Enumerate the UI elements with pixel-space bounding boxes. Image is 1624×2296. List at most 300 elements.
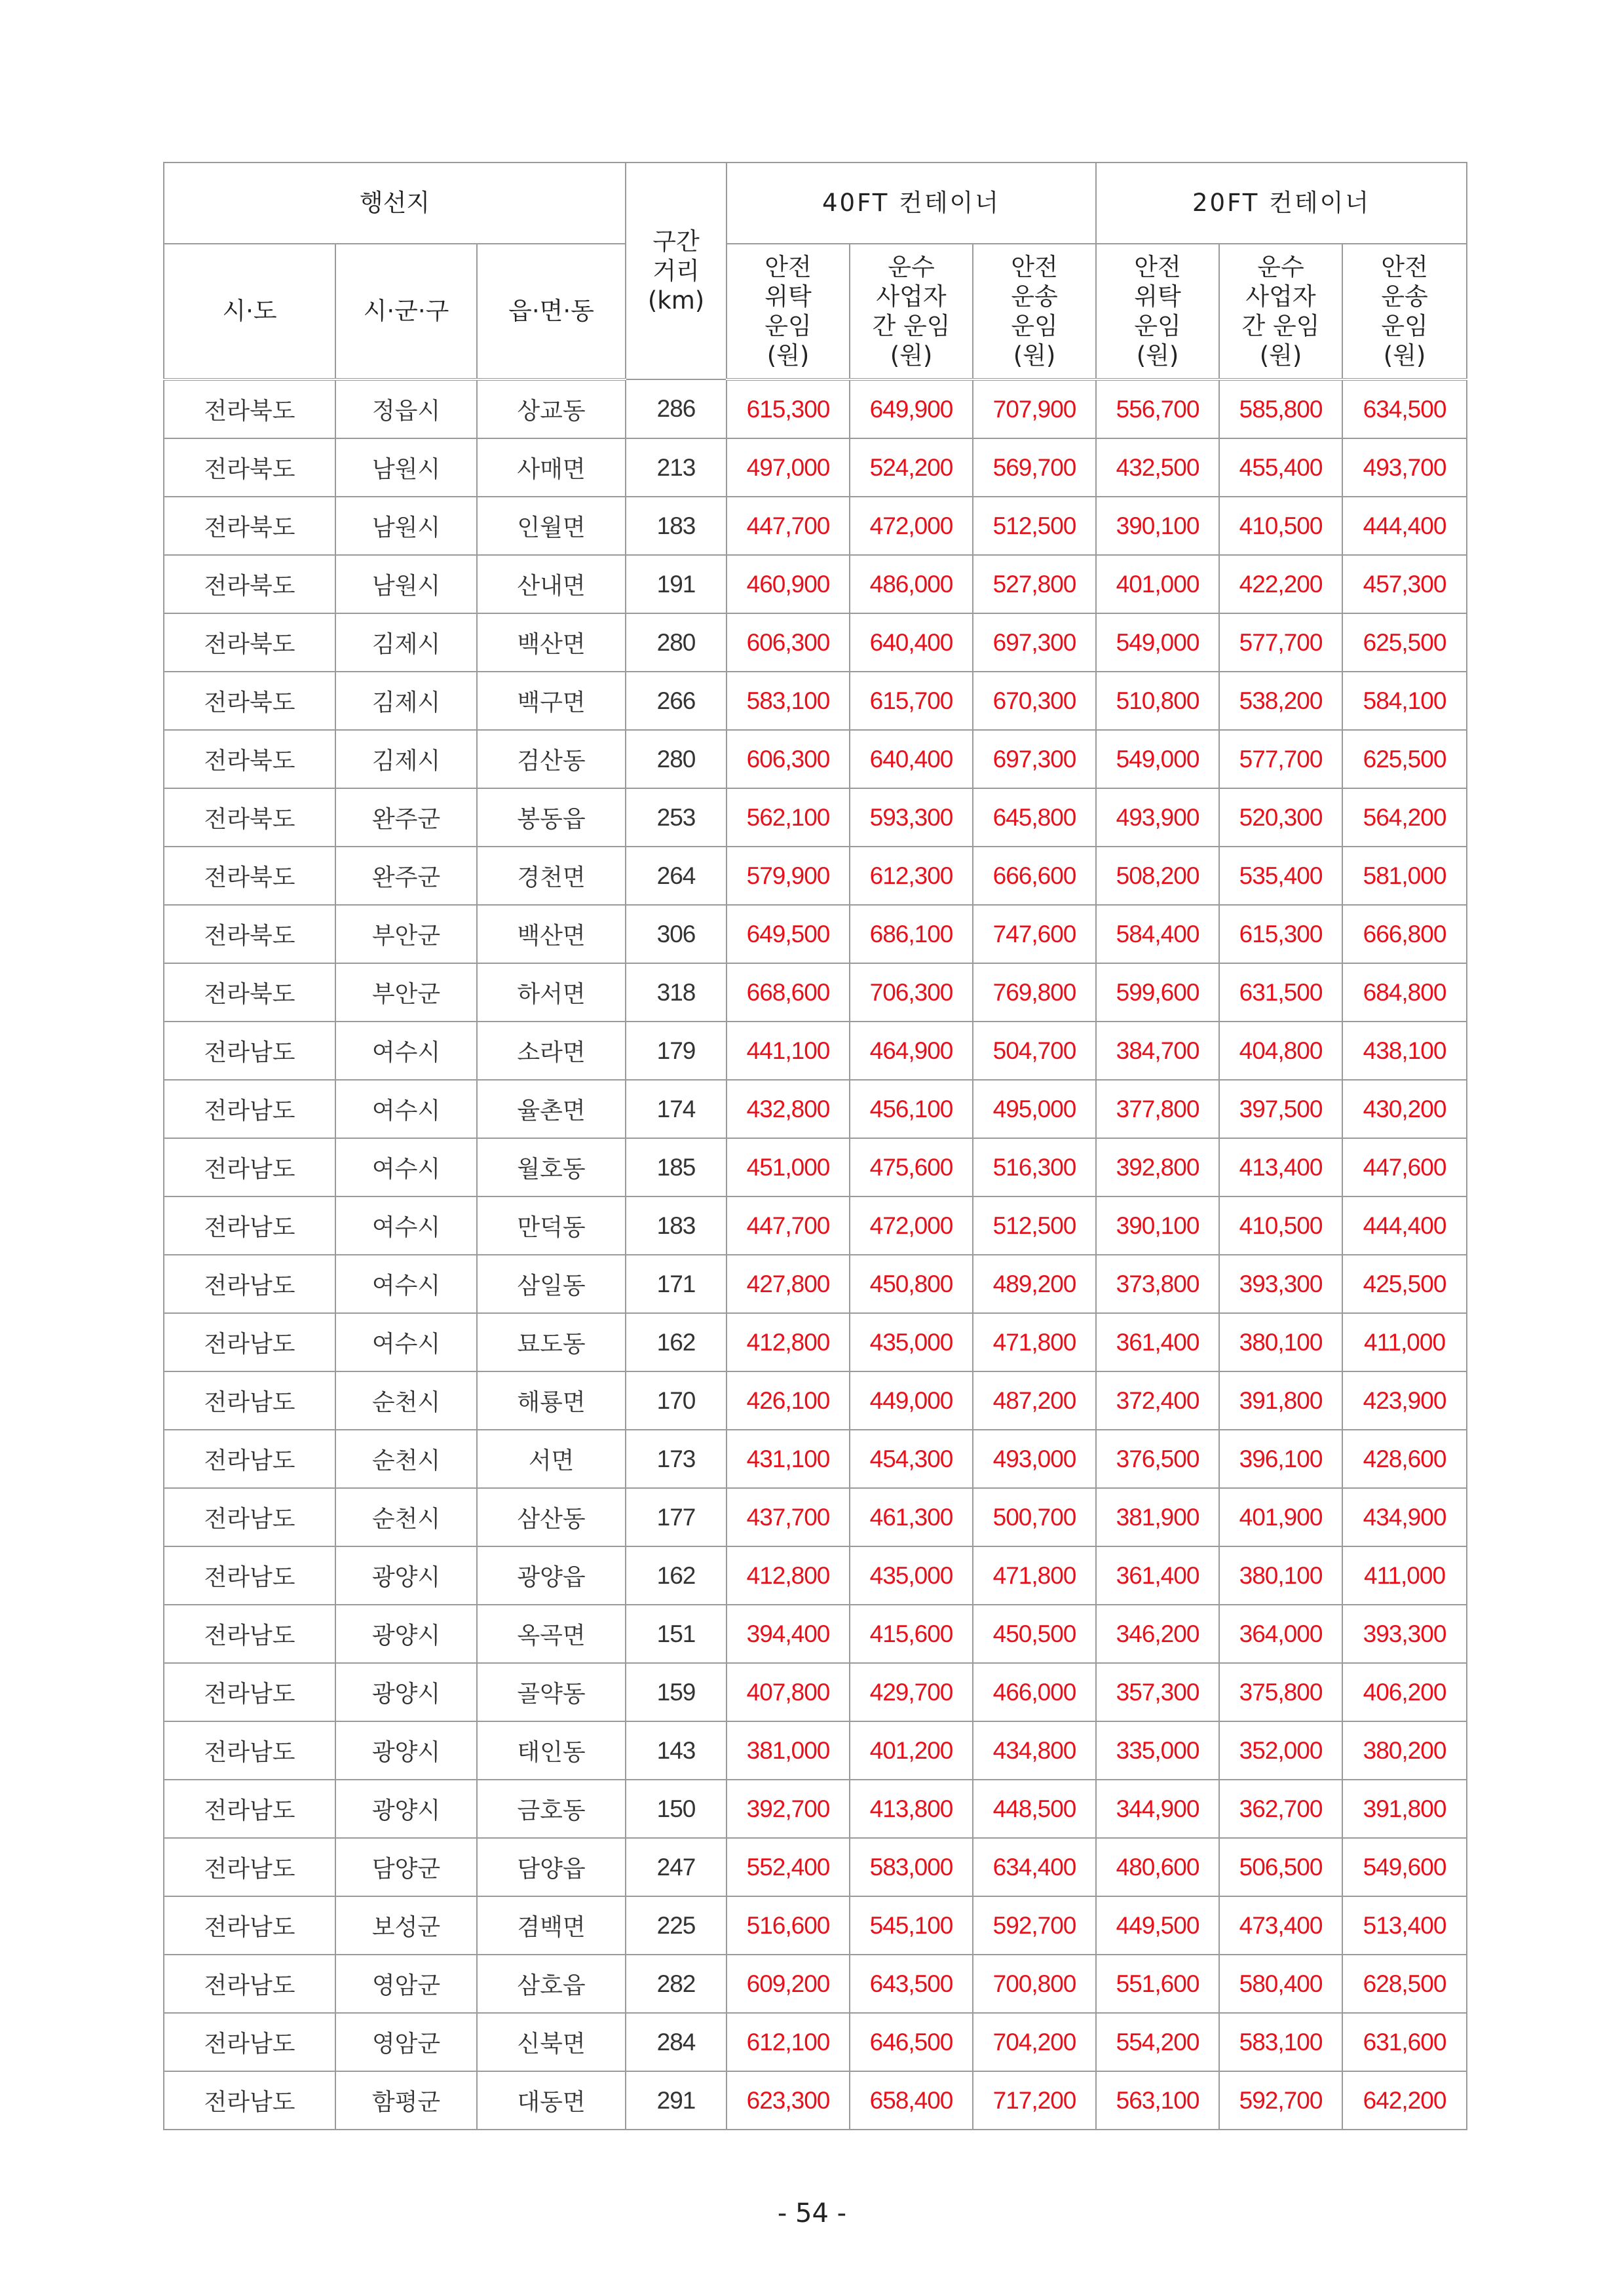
table-row [164,613,1467,672]
ft40-safe-consignment-fare-cell: 615,300 [727,379,850,438]
sido-cell: 전라남도 [164,1022,335,1080]
ft20-carrier-fare-cell: 520,300 [1219,788,1342,847]
distance-cell: 179 [626,1022,727,1080]
ft20-safe-transport-fare-cell: 425,500 [1342,1255,1467,1313]
ft40-safe-transport-fare-cell: 704,200 [973,2013,1096,2071]
ft40-safe-transport-fare-cell: 527,800 [973,555,1096,613]
ft20-carrier-fare-cell: 580,400 [1219,1955,1342,2013]
ft20-carrier-fare-cell: 410,500 [1219,1196,1342,1255]
sigungu-cell: 여수시 [335,1313,477,1371]
sigungu-cell: 남원시 [335,438,477,497]
eupmyeondong-cell: 삼산동 [477,1488,626,1546]
sigungu-cell: 남원시 [335,497,477,555]
eupmyeondong-cell: 산내면 [477,555,626,613]
ft40-safe-consignment-fare-cell: 552,400 [727,1838,850,1896]
ft20-safe-consignment-fare-cell: 384,700 [1096,1022,1219,1080]
ft20-carrier-fare-cell: 380,100 [1219,1546,1342,1605]
table-row [164,1896,1467,1955]
rate-header-line: (원) [766,341,810,370]
ft40-safe-transport-fare-cell: 493,000 [973,1430,1096,1488]
sido-cell: 전라북도 [164,497,335,555]
ft20-safe-transport-fare-cell: 581,000 [1342,847,1467,905]
eupmyeondong-cell: 월호동 [477,1138,626,1196]
table-row [164,672,1467,730]
ft40-safe-transport-fare-cell: 516,300 [973,1138,1096,1196]
ft40-safe-consignment-fare-cell: 407,800 [727,1663,850,1721]
table-row [164,1255,1467,1313]
eupmyeondong-cell: 백산면 [477,905,626,963]
sigungu-cell: 여수시 [335,1022,477,1080]
eupmyeondong-cell: 삼일동 [477,1255,626,1313]
eupmyeondong-cell: 백산면 [477,613,626,672]
table-row [164,1780,1467,1838]
sido-cell: 전라북도 [164,963,335,1022]
ft40-safe-transport-fare-cell: 697,300 [973,730,1096,788]
distance-cell: 191 [626,555,727,613]
ft40-container-header: 40FT 컨테이너 [727,163,1096,244]
ft20-carrier-fare-cell: 375,800 [1219,1663,1342,1721]
distance-cell: 225 [626,1896,727,1955]
sido-cell: 전라남도 [164,2071,335,2130]
ft40-safe-consignment-fare-cell: 412,800 [727,1313,850,1371]
sigungu-cell: 함평군 [335,2071,477,2130]
distance-cell: 264 [626,847,727,905]
ft20-carrier-fare-cell: 397,500 [1219,1080,1342,1138]
ft40-safe-transport-fare-cell: 504,700 [973,1022,1096,1080]
distance-cell: 171 [626,1255,727,1313]
rate-header-line: (원) [1383,341,1426,370]
distance-cell: 143 [626,1721,727,1780]
distance-cell: 151 [626,1605,727,1663]
distance-cell: 318 [626,963,727,1022]
distance-cell: 306 [626,905,727,963]
ft40-safe-consignment-fare-cell: 447,700 [727,497,850,555]
table-header [164,163,1467,379]
ft40-safe-consignment-fare-cell: 412,800 [727,1546,850,1605]
sido-cell: 전라남도 [164,1838,335,1896]
ft20-safe-consignment-fare-cell: 344,900 [1096,1780,1219,1838]
rate-header-line: 안전 [1011,252,1058,281]
ft40-carrier-fare-cell: 450,800 [850,1255,973,1313]
ft20-safe-transport-fare-cell: 406,200 [1342,1663,1467,1721]
rate-header-line: 운임 [765,312,812,340]
ft20-safe-consignment-fare-cell: 361,400 [1096,1313,1219,1371]
rate-header-line: 운수 [888,252,935,281]
distance-cell: 185 [626,1138,727,1196]
ft40-carrier-fare-cell: 640,400 [850,613,973,672]
ft20-safe-consignment-fare-cell: 373,800 [1096,1255,1219,1313]
sido-cell: 전라남도 [164,1430,335,1488]
ft20-carrier-fare-cell: 410,500 [1219,497,1342,555]
ft20-safe-transport-fare-cell: 423,900 [1342,1371,1467,1430]
ft20-safe-consignment-fare-cell: 376,500 [1096,1430,1219,1488]
ft20-safe-transport-fare-cell: 493,700 [1342,438,1467,497]
table-row [164,1430,1467,1488]
rate-header-line: 위탁 [765,282,812,311]
ft40-safe-consignment-fare-cell: 427,800 [727,1255,850,1313]
distance-header [626,163,727,379]
ft40-carrier-fare-cell: 615,700 [850,672,973,730]
ft40-safe-consignment-fare-cell: 649,500 [727,905,850,963]
ft20-safe-transport-fare-cell: 457,300 [1342,555,1467,613]
ft40-safe-consignment-fare-cell: 431,100 [727,1430,850,1488]
eupmyeondong-header: 읍·면·동 [477,244,626,379]
ft40-safe-consignment-fare-cell: 447,700 [727,1196,850,1255]
ft20-safe-transport-fare-cell: 584,100 [1342,672,1467,730]
sigungu-cell: 남원시 [335,555,477,613]
ft40-safe-consignment-fare-cell: 609,200 [727,1955,850,2013]
distance-cell: 282 [626,1955,727,2013]
distance-cell: 253 [626,788,727,847]
distance-cell: 291 [626,2071,727,2130]
ft40-carrier-fare-cell: 658,400 [850,2071,973,2130]
sido-cell: 전라남도 [164,1371,335,1430]
sido-cell: 전라남도 [164,1196,335,1255]
eupmyeondong-cell: 담양읍 [477,1838,626,1896]
ft40-carrier-fare-cell: 545,100 [850,1896,973,1955]
ft20-carrier-fare-cell: 404,800 [1219,1022,1342,1080]
table-row [164,1488,1467,1546]
table-row [164,2071,1467,2130]
sido-cell: 전라북도 [164,379,335,438]
sigungu-cell: 김제시 [335,730,477,788]
ft20-container-header: 20FT 컨테이너 [1096,163,1467,244]
ft20-safe-consignment-fare-cell: 392,800 [1096,1138,1219,1196]
distance-header-line-2: 거리 [652,256,700,285]
ft20-safe-consignment-fare-cell: 390,100 [1096,1196,1219,1255]
ft20-safe-consignment-fare-cell: 508,200 [1096,847,1219,905]
ft40-carrier-fare-cell: 401,200 [850,1721,973,1780]
ft20-safe-consignment-fare-cell: 510,800 [1096,672,1219,730]
sido-cell: 전라남도 [164,1488,335,1546]
table-row [164,555,1467,613]
sigungu-cell: 여수시 [335,1196,477,1255]
ft20-carrier-fare-cell: 538,200 [1219,672,1342,730]
ft40-safe-transport-fare-cell: 512,500 [973,497,1096,555]
rate-header-line: 위탁 [1134,282,1181,311]
ft40-safe-consignment-fare-cell: 612,100 [727,2013,850,2071]
eupmyeondong-cell: 묘도동 [477,1313,626,1371]
distance-cell: 247 [626,1838,727,1896]
ft20-safe-consignment-fare-cell: 480,600 [1096,1838,1219,1896]
eupmyeondong-cell: 광양읍 [477,1546,626,1605]
ft20-carrier-fare-cell: 583,100 [1219,2013,1342,2071]
sido-cell: 전라남도 [164,1255,335,1313]
ft40-carrier-fare-cell: 435,000 [850,1546,973,1605]
rate-header-line: 운송 [1011,282,1058,311]
sido-cell: 전라남도 [164,1605,335,1663]
ft20-safe-transport-fare-cell: 411,000 [1342,1313,1467,1371]
ft40-safe-transport-fare-cell: 666,600 [973,847,1096,905]
ft20-carrier-fare-cell: 422,200 [1219,555,1342,613]
ft20-safe-transport-fare-cell: 444,400 [1342,497,1467,555]
ft20-safe-consignment-fare-cell: 361,400 [1096,1546,1219,1605]
ft20-carrier-fare-cell: 577,700 [1219,613,1342,672]
ft20-safe-transport-fare-cell: 642,200 [1342,2071,1467,2130]
ft20-safe-transport-fare-cell: 444,400 [1342,1196,1467,1255]
ft40-carrier-fare-cell: 486,000 [850,555,973,613]
ft40-safe-consignment-fare-cell: 623,300 [727,2071,850,2130]
ft40-carrier-fare-cell: 464,900 [850,1022,973,1080]
ft20-safe-consignment-fare-cell: 401,000 [1096,555,1219,613]
table-row [164,1022,1467,1080]
ft40-carrier-fare-cell: 612,300 [850,847,973,905]
ft20-carrier-fare-cell: 631,500 [1219,963,1342,1022]
destination-header: 행선지 [164,163,626,244]
eupmyeondong-cell: 삼호읍 [477,1955,626,2013]
ft20-safe-consignment-fare-header [1096,244,1219,379]
ft40-safe-consignment-fare-cell: 606,300 [727,730,850,788]
ft20-carrier-fare-cell: 615,300 [1219,905,1342,963]
ft40-safe-transport-fare-cell: 466,000 [973,1663,1096,1721]
sido-cell: 전라남도 [164,1721,335,1780]
ft20-safe-consignment-fare-cell: 357,300 [1096,1663,1219,1721]
table-row [164,1196,1467,1255]
ft20-safe-transport-fare-cell: 393,300 [1342,1605,1467,1663]
eupmyeondong-cell: 봉동읍 [477,788,626,847]
ft40-safe-transport-fare-cell: 707,900 [973,379,1096,438]
ft40-safe-transport-fare-cell: 717,200 [973,2071,1096,2130]
sido-cell: 전라남도 [164,2013,335,2071]
ft40-safe-transport-fare-cell: 512,500 [973,1196,1096,1255]
ft40-carrier-fare-cell: 472,000 [850,1196,973,1255]
distance-cell: 266 [626,672,727,730]
ft40-carrier-fare-cell: 593,300 [850,788,973,847]
sigungu-cell: 여수시 [335,1080,477,1138]
eupmyeondong-cell: 금호동 [477,1780,626,1838]
ft40-carrier-fare-cell: 583,000 [850,1838,973,1896]
ft40-safe-transport-fare-cell: 471,800 [973,1313,1096,1371]
ft40-safe-transport-fare-cell: 434,800 [973,1721,1096,1780]
ft20-safe-transport-fare-cell: 666,800 [1342,905,1467,963]
ft40-safe-consignment-fare-cell: 606,300 [727,613,850,672]
ft40-safe-transport-fare-cell: 670,300 [973,672,1096,730]
ft20-carrier-fare-cell: 401,900 [1219,1488,1342,1546]
table-row [164,2013,1467,2071]
sigungu-cell: 보성군 [335,1896,477,1955]
table-row [164,1138,1467,1196]
ft20-carrier-fare-cell: 455,400 [1219,438,1342,497]
distance-header-line-1: 구간 [652,227,700,256]
eupmyeondong-cell: 해룡면 [477,1371,626,1430]
ft40-safe-transport-fare-header [973,244,1096,379]
eupmyeondong-cell: 사매면 [477,438,626,497]
ft20-safe-transport-fare-cell: 447,600 [1342,1138,1467,1196]
sigungu-header: 시·군·구 [335,244,477,379]
ft40-safe-consignment-fare-cell: 394,400 [727,1605,850,1663]
ft40-safe-consignment-fare-cell: 451,000 [727,1138,850,1196]
sido-cell: 전라북도 [164,555,335,613]
sido-cell: 전라남도 [164,1896,335,1955]
distance-cell: 183 [626,497,727,555]
ft20-safe-transport-fare-cell: 391,800 [1342,1780,1467,1838]
eupmyeondong-cell: 만덕동 [477,1196,626,1255]
ft40-safe-consignment-fare-cell: 437,700 [727,1488,850,1546]
ft40-safe-transport-fare-cell: 489,200 [973,1255,1096,1313]
ft20-carrier-fare-cell: 473,400 [1219,1896,1342,1955]
eupmyeondong-cell: 검산동 [477,730,626,788]
ft20-safe-consignment-fare-cell: 563,100 [1096,2071,1219,2130]
ft40-safe-transport-fare-cell: 700,800 [973,1955,1096,2013]
ft40-safe-consignment-fare-cell: 668,600 [727,963,850,1022]
ft20-safe-consignment-fare-cell: 551,600 [1096,1955,1219,2013]
sigungu-cell: 영암군 [335,1955,477,2013]
ft40-safe-consignment-fare-cell: 579,900 [727,847,850,905]
ft20-safe-consignment-fare-cell: 556,700 [1096,379,1219,438]
table-row [164,730,1467,788]
rate-header-line: (원) [890,341,933,370]
ft40-safe-transport-fare-cell: 769,800 [973,963,1096,1022]
ft40-safe-transport-fare-cell: 495,000 [973,1080,1096,1138]
ft40-carrier-fare-cell: 435,000 [850,1313,973,1371]
distance-cell: 280 [626,730,727,788]
ft20-carrier-fare-cell: 577,700 [1219,730,1342,788]
table-row [164,1663,1467,1721]
ft20-safe-transport-fare-cell: 634,500 [1342,379,1467,438]
distance-cell: 150 [626,1780,727,1838]
ft20-safe-consignment-fare-cell: 599,600 [1096,963,1219,1022]
eupmyeondong-cell: 서면 [477,1430,626,1488]
page-number: - 54 - [777,2198,847,2229]
distance-cell: 170 [626,1371,727,1430]
ft40-safe-transport-fare-cell: 500,700 [973,1488,1096,1546]
ft20-safe-transport-fare-cell: 549,600 [1342,1838,1467,1896]
table-body [164,379,1467,2130]
eupmyeondong-cell: 하서면 [477,963,626,1022]
rate-header-line: 안전 [1381,252,1428,281]
sigungu-cell: 여수시 [335,1138,477,1196]
ft40-safe-consignment-fare-cell: 381,000 [727,1721,850,1780]
ft40-safe-transport-fare-cell: 697,300 [973,613,1096,672]
table-row [164,438,1467,497]
rate-header-line: 운임 [1011,312,1058,340]
distance-cell: 286 [626,379,727,438]
ft20-safe-consignment-fare-cell: 449,500 [1096,1896,1219,1955]
table-row [164,1955,1467,2013]
table-row [164,1838,1467,1896]
ft20-safe-transport-fare-cell: 430,200 [1342,1080,1467,1138]
ft40-carrier-fare-cell: 429,700 [850,1663,973,1721]
sigungu-cell: 완주군 [335,788,477,847]
sido-cell: 전라남도 [164,1663,335,1721]
ft20-safe-consignment-fare-cell: 381,900 [1096,1488,1219,1546]
ft20-safe-transport-fare-cell: 625,500 [1342,613,1467,672]
table-row [164,905,1467,963]
sigungu-cell: 정읍시 [335,379,477,438]
rate-header-line: 간 운임 [1241,312,1320,340]
distance-cell: 162 [626,1313,727,1371]
ft20-safe-consignment-fare-cell: 377,800 [1096,1080,1219,1138]
sido-cell: 전라남도 [164,1955,335,2013]
distance-cell: 213 [626,438,727,497]
sido-cell: 전라남도 [164,1138,335,1196]
distance-cell: 162 [626,1546,727,1605]
ft40-safe-transport-fare-cell: 747,600 [973,905,1096,963]
ft20-safe-transport-fare-cell: 428,600 [1342,1430,1467,1488]
ft20-safe-consignment-fare-cell: 346,200 [1096,1605,1219,1663]
sigungu-cell: 부안군 [335,905,477,963]
eupmyeondong-cell: 옥곡면 [477,1605,626,1663]
distance-cell: 284 [626,2013,727,2071]
sido-cell: 전라남도 [164,1313,335,1371]
distance-cell: 174 [626,1080,727,1138]
ft20-safe-transport-fare-cell: 434,900 [1342,1488,1467,1546]
sido-cell: 전라남도 [164,1080,335,1138]
ft40-carrier-fare-cell: 640,400 [850,730,973,788]
ft40-safe-consignment-fare-cell: 392,700 [727,1780,850,1838]
sigungu-cell: 순천시 [335,1488,477,1546]
ft40-carrier-fare-cell: 643,500 [850,1955,973,2013]
sigungu-cell: 광양시 [335,1663,477,1721]
ft40-safe-consignment-fare-cell: 497,000 [727,438,850,497]
sido-cell: 전라남도 [164,1780,335,1838]
ft40-safe-consignment-fare-cell: 441,100 [727,1022,850,1080]
ft20-safe-transport-fare-cell: 625,500 [1342,730,1467,788]
ft20-carrier-fare-cell: 391,800 [1219,1371,1342,1430]
ft40-carrier-fare-cell: 524,200 [850,438,973,497]
sigungu-cell: 영암군 [335,2013,477,2071]
eupmyeondong-cell: 경천면 [477,847,626,905]
table-row [164,1080,1467,1138]
table-row [164,497,1467,555]
sigungu-cell: 광양시 [335,1721,477,1780]
rate-header-line: 사업자 [876,282,947,311]
ft40-carrier-fare-cell: 706,300 [850,963,973,1022]
ft40-safe-transport-fare-cell: 634,400 [973,1838,1096,1896]
distance-cell: 173 [626,1430,727,1488]
rate-header-line: 사업자 [1245,282,1316,311]
ft40-carrier-fare-cell: 472,000 [850,497,973,555]
ft20-safe-consignment-fare-cell: 554,200 [1096,2013,1219,2071]
distance-cell: 177 [626,1488,727,1546]
ft20-carrier-fare-cell: 364,000 [1219,1605,1342,1663]
sido-cell: 전라북도 [164,613,335,672]
ft20-safe-consignment-fare-cell: 432,500 [1096,438,1219,497]
ft20-safe-transport-fare-cell: 411,000 [1342,1546,1467,1605]
eupmyeondong-cell: 신북면 [477,2013,626,2071]
ft40-safe-transport-fare-cell: 471,800 [973,1546,1096,1605]
eupmyeondong-cell: 율촌면 [477,1080,626,1138]
ft40-safe-transport-fare-cell: 569,700 [973,438,1096,497]
sigungu-cell: 광양시 [335,1605,477,1663]
eupmyeondong-cell: 상교동 [477,379,626,438]
container-fare-table [163,162,1467,2130]
sido-cell: 전라남도 [164,1546,335,1605]
ft20-carrier-fare-cell: 393,300 [1219,1255,1342,1313]
sigungu-cell: 광양시 [335,1546,477,1605]
ft40-safe-transport-fare-cell: 487,200 [973,1371,1096,1430]
rate-header-line: 운임 [1134,312,1181,340]
ft20-safe-consignment-fare-cell: 390,100 [1096,497,1219,555]
ft40-carrier-fare-cell: 475,600 [850,1138,973,1196]
ft20-safe-transport-fare-cell: 628,500 [1342,1955,1467,2013]
sido-cell: 전라북도 [164,905,335,963]
table-row [164,963,1467,1022]
rate-header-line: (원) [1013,341,1056,370]
ft40-carrier-fare-cell: 454,300 [850,1430,973,1488]
ft40-carrier-fare-header [850,244,973,379]
table-row [164,379,1467,438]
ft40-safe-consignment-fare-header [727,244,850,379]
ft20-carrier-fare-cell: 413,400 [1219,1138,1342,1196]
table-row [164,1605,1467,1663]
sido-cell: 전라북도 [164,438,335,497]
ft20-safe-consignment-fare-cell: 549,000 [1096,730,1219,788]
ft40-carrier-fare-cell: 456,100 [850,1080,973,1138]
rate-header-line: 안전 [765,252,812,281]
sigungu-cell: 담양군 [335,1838,477,1896]
rate-header-line: (원) [1259,341,1302,370]
